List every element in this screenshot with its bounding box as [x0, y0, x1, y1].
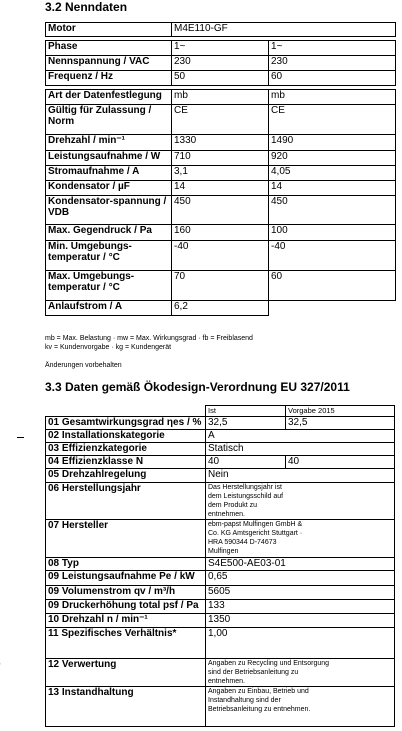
- row-label: Max. Gegendruck / Pa: [46, 225, 172, 241]
- table-row: [46, 520, 395, 558]
- table-row: [46, 687, 395, 727]
- row-label: 05 Drehzahlregelung: [46, 469, 206, 483]
- value-maintenance: Angaben zu Einbau, Betrieb und Instandhaltung sind der Betriebsanleitung zu entnehmen.: [206, 687, 395, 727]
- table-row: [46, 614, 395, 628]
- value-1: mb: [172, 90, 269, 105]
- table-row: [46, 41, 396, 56]
- value-1: 230: [172, 56, 269, 71]
- table-row: [46, 628, 395, 659]
- value-1: 450: [172, 196, 269, 225]
- row-label: Min. Umgebungs-temperatur / °C: [46, 241, 172, 271]
- value-2: CE: [269, 105, 396, 135]
- table-row: [46, 483, 395, 520]
- table-row: [46, 417, 395, 430]
- table-row: [46, 135, 396, 151]
- value: 133: [206, 600, 395, 614]
- row-label: 06 Herstellungsjahr: [46, 483, 206, 520]
- section-title-nenndaten: 3.2 Nenndaten: [45, 0, 128, 14]
- table-row: [46, 659, 395, 687]
- value-2: [269, 301, 396, 316]
- table-row: [46, 90, 396, 105]
- motor-row: [46, 23, 396, 37]
- value: S4E500-AE03-01: [206, 558, 395, 571]
- value-1: 1330: [172, 135, 269, 151]
- row-label: Drehzahl / min⁻¹: [46, 135, 172, 151]
- value-1: 710: [172, 151, 269, 166]
- value-ist: 32,5: [206, 417, 286, 430]
- table-row: [46, 571, 395, 586]
- value-ist: 40: [206, 456, 286, 469]
- changes-note: Änderungen vorbehalten: [45, 362, 122, 369]
- row-label: 07 Hersteller: [46, 520, 206, 558]
- value-2: 230: [269, 56, 396, 71]
- section-title-oekodesign: 3.3 Daten gemäß Ökodesign-Verordnung EU 327/2011: [45, 380, 350, 394]
- row-label: 02 Installationskategorie: [46, 430, 206, 443]
- row-label: 04 Effizienzklasse N: [46, 456, 206, 469]
- table-row: [46, 456, 395, 469]
- value-vorgabe: 40: [286, 456, 395, 469]
- abbrev-note-1: mb = Max. Belastung · mw = Max. Wirkungsgrad · fb = Freiblasend: [45, 335, 253, 342]
- table-row: [46, 166, 396, 181]
- row-label: 09 Leistungsaufnahme Pe / kW: [46, 571, 206, 586]
- row-label: Stromaufnahme / A: [46, 166, 172, 181]
- col-header-ist: Ist: [206, 406, 286, 417]
- value: 0,65: [206, 571, 395, 586]
- table-row: [46, 301, 396, 316]
- motor-value: M4E110-GF: [172, 23, 396, 37]
- table-row: [46, 600, 395, 614]
- table-row: [46, 469, 395, 483]
- table-row: [46, 105, 396, 135]
- table-row: [46, 443, 395, 456]
- value-manufacturer: ebm-papst Mulfingen GmbH & Co. KG Amtsgericht Stuttgart · HRA 590344 D-74673 Mulfingen: [206, 520, 395, 558]
- value-2: 100: [269, 225, 396, 241]
- row-label: Nennspannung / VAC: [46, 56, 172, 71]
- table-row: [46, 151, 396, 166]
- oekodesign-table: [45, 405, 395, 727]
- value-recycling: Angaben zu Recycling und Entsorgung sind der Betriebsanleitung zu entnehmen.: [206, 659, 395, 687]
- value-1: 1~: [172, 41, 269, 56]
- table-row: [46, 558, 395, 571]
- row-label: Kondensator-spannung / VDB: [46, 196, 172, 225]
- value-2: mb: [269, 90, 396, 105]
- value-2: 4,05: [269, 166, 396, 181]
- value-1: 3,1: [172, 166, 269, 181]
- row-label: 09 Volumenstrom qv / m³/h: [46, 586, 206, 600]
- row-label: 01 Gesamtwirkungsgrad ηes / %: [46, 417, 206, 430]
- value-1: 6,2: [172, 301, 269, 316]
- row-label: Anlaufstrom / A: [46, 301, 172, 316]
- row-label: 11 Spezifisches Verhältnis*: [46, 628, 206, 659]
- row-label: Gültig für Zulassung / Norm: [46, 105, 172, 135]
- abbrev-note-2: kv = Kundenvorgabe · kg = Kundengerät: [45, 344, 172, 351]
- margin-mark: [17, 437, 24, 438]
- value: A: [206, 430, 395, 443]
- row-label: Phase: [46, 41, 172, 56]
- table-row: [46, 241, 396, 271]
- row-label: 10 Drehzahl n / min⁻¹: [46, 614, 206, 628]
- table-row: [46, 271, 396, 301]
- value: 1350: [206, 614, 395, 628]
- value-note: Das Herstellungsjahr ist dem Leistungsschild auf dem Produkt zu entnehmen.: [206, 483, 395, 520]
- value-1: -40: [172, 241, 269, 271]
- row-label: Frequenz / Hz: [46, 71, 172, 86]
- value-1: CE: [172, 105, 269, 135]
- table-row: [46, 181, 396, 196]
- row-label: 12 Verwertung: [46, 659, 206, 687]
- table-row: [46, 430, 395, 443]
- table-row: [46, 586, 395, 600]
- nenndaten-table: [45, 22, 396, 316]
- row-label: 13 Instandhaltung: [46, 687, 206, 727]
- value-2: -40: [269, 241, 396, 271]
- value: 1,00: [206, 628, 395, 659]
- value-2: 450: [269, 196, 396, 225]
- value: 5605: [206, 586, 395, 600]
- row-label: Kondensator / µF: [46, 181, 172, 196]
- row-label: 03 Effizienzkategorie: [46, 443, 206, 456]
- value-1: 70: [172, 271, 269, 301]
- value-2: 60: [269, 271, 396, 301]
- value: Nein: [206, 469, 395, 483]
- value-vorgabe: 32,5: [286, 417, 395, 430]
- col-header-vorgabe: Vorgabe 2015: [286, 406, 395, 417]
- value-2: 920: [269, 151, 396, 166]
- value-2: 1490: [269, 135, 396, 151]
- motor-label: Motor: [46, 23, 172, 37]
- row-label: Art der Datenfestlegung: [46, 90, 172, 105]
- row-label: 09 Druckerhöhung total psf / Pa: [46, 600, 206, 614]
- value-1: 50: [172, 71, 269, 86]
- value-1: 160: [172, 225, 269, 241]
- row-label: Max. Umgebungs-temperatur / °C: [46, 271, 172, 301]
- value-2: 14: [269, 181, 396, 196]
- value-2: 60: [269, 71, 396, 86]
- table-row: [46, 56, 396, 71]
- value-1: 14: [172, 181, 269, 196]
- side-text: [0, 662, 1, 690]
- value-2: 1~: [269, 41, 396, 56]
- value: Statisch: [206, 443, 395, 456]
- table-row: [46, 225, 396, 241]
- header-row: [46, 406, 395, 417]
- table-row: [46, 196, 396, 225]
- table-row: [46, 71, 396, 86]
- row-label: Leistungsaufnahme / W: [46, 151, 172, 166]
- row-label: 08 Typ: [46, 558, 206, 571]
